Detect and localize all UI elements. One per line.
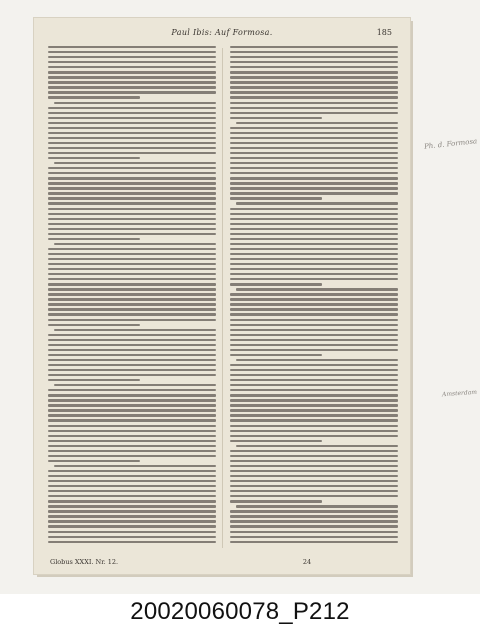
text-line bbox=[48, 541, 216, 543]
signature-footer: Globus XXXI. Nr. 12. bbox=[50, 558, 119, 566]
text-line bbox=[48, 450, 216, 452]
text-line bbox=[230, 485, 398, 487]
text-line bbox=[230, 354, 322, 356]
text-line bbox=[230, 379, 398, 381]
text-line bbox=[48, 253, 216, 255]
text-line bbox=[48, 268, 216, 270]
column-divider bbox=[222, 48, 223, 548]
text-line bbox=[48, 293, 216, 295]
text-line bbox=[236, 122, 398, 124]
text-line bbox=[230, 218, 398, 220]
running-head-title: Paul Ibis: Auf Formosa. bbox=[171, 28, 273, 37]
text-line bbox=[48, 132, 216, 134]
text-line bbox=[48, 470, 216, 472]
text-line bbox=[48, 409, 216, 411]
text-line bbox=[48, 248, 216, 250]
text-line bbox=[48, 313, 216, 315]
text-line bbox=[230, 334, 398, 336]
text-line bbox=[48, 440, 216, 442]
text-line bbox=[48, 480, 216, 482]
text-line bbox=[48, 475, 216, 477]
text-line bbox=[48, 288, 216, 290]
text-line bbox=[230, 500, 322, 502]
text-line bbox=[230, 117, 322, 119]
text-line bbox=[230, 248, 398, 250]
text-line bbox=[230, 263, 398, 265]
text-line bbox=[230, 339, 398, 341]
text-line bbox=[230, 213, 398, 215]
text-line bbox=[230, 394, 398, 396]
text-line bbox=[48, 389, 216, 391]
text-line bbox=[230, 520, 398, 522]
text-line bbox=[48, 273, 216, 275]
text-line bbox=[230, 132, 398, 134]
text-line bbox=[230, 480, 398, 482]
text-line bbox=[48, 490, 216, 492]
text-line bbox=[230, 268, 398, 270]
text-line bbox=[48, 445, 216, 447]
text-line bbox=[48, 81, 216, 83]
text-line bbox=[48, 531, 216, 533]
text-line bbox=[48, 182, 216, 184]
text-line bbox=[230, 430, 398, 432]
text-line bbox=[230, 243, 398, 245]
text-line bbox=[230, 127, 398, 129]
text-line bbox=[230, 147, 398, 149]
text-line bbox=[54, 384, 216, 386]
text-line bbox=[48, 127, 216, 129]
text-line bbox=[48, 525, 216, 527]
text-line bbox=[48, 399, 216, 401]
text-line bbox=[48, 157, 140, 159]
text-line bbox=[54, 329, 216, 331]
text-line bbox=[48, 258, 216, 260]
text-line bbox=[48, 56, 216, 58]
text-line bbox=[48, 197, 216, 199]
text-line bbox=[230, 399, 398, 401]
text-line bbox=[54, 102, 216, 104]
text-line bbox=[230, 197, 322, 199]
text-line bbox=[48, 500, 216, 502]
text-line bbox=[230, 86, 398, 88]
text-line bbox=[48, 192, 216, 194]
text-line bbox=[48, 46, 216, 48]
text-line bbox=[48, 394, 216, 396]
text-line bbox=[48, 319, 216, 321]
text-line bbox=[48, 344, 216, 346]
text-line bbox=[48, 122, 216, 124]
text-line bbox=[230, 298, 398, 300]
text-line bbox=[230, 414, 398, 416]
text-line bbox=[230, 324, 398, 326]
text-line bbox=[230, 470, 398, 472]
text-line bbox=[230, 253, 398, 255]
text-line bbox=[48, 233, 216, 235]
text-line bbox=[48, 414, 216, 416]
text-line bbox=[230, 450, 398, 452]
text-line bbox=[48, 425, 216, 427]
text-line bbox=[230, 455, 398, 457]
text-line bbox=[230, 187, 398, 189]
text-line bbox=[230, 536, 398, 538]
text-line bbox=[48, 263, 216, 265]
text-line bbox=[230, 208, 398, 210]
text-line bbox=[230, 541, 398, 543]
text-line bbox=[48, 419, 216, 421]
text-line bbox=[48, 510, 216, 512]
text-line bbox=[230, 419, 398, 421]
text-line bbox=[54, 465, 216, 467]
text-line bbox=[236, 288, 398, 290]
text-line bbox=[230, 460, 398, 462]
text-line bbox=[48, 455, 216, 457]
text-line bbox=[230, 228, 398, 230]
text-line bbox=[48, 51, 216, 53]
text-line bbox=[230, 76, 398, 78]
text-line bbox=[230, 91, 398, 93]
text-line bbox=[48, 460, 140, 462]
text-line bbox=[230, 162, 398, 164]
text-line bbox=[230, 96, 398, 98]
text-line bbox=[48, 505, 216, 507]
text-line bbox=[48, 485, 216, 487]
text-line bbox=[230, 374, 398, 376]
text-line bbox=[48, 142, 216, 144]
text-line bbox=[48, 208, 216, 210]
text-line bbox=[48, 308, 216, 310]
text-line bbox=[48, 172, 216, 174]
text-line bbox=[48, 218, 216, 220]
text-line bbox=[48, 354, 216, 356]
text-line bbox=[230, 515, 398, 517]
text-line bbox=[230, 46, 398, 48]
text-line bbox=[230, 177, 398, 179]
text-line bbox=[48, 167, 216, 169]
text-line bbox=[48, 91, 216, 93]
text-line bbox=[230, 142, 398, 144]
text-line bbox=[230, 329, 398, 331]
text-line bbox=[48, 495, 216, 497]
text-line bbox=[48, 147, 216, 149]
text-line bbox=[48, 324, 140, 326]
text-line bbox=[230, 172, 398, 174]
text-line bbox=[230, 192, 398, 194]
text-line bbox=[230, 490, 398, 492]
text-line bbox=[230, 66, 398, 68]
text-line bbox=[48, 213, 216, 215]
text-line bbox=[230, 293, 398, 295]
text-line bbox=[230, 404, 398, 406]
text-line bbox=[48, 334, 216, 336]
text-line bbox=[48, 430, 216, 432]
text-line bbox=[236, 505, 398, 507]
text-line bbox=[230, 319, 398, 321]
text-line bbox=[48, 536, 216, 538]
text-line bbox=[48, 520, 216, 522]
text-line bbox=[230, 157, 398, 159]
text-line bbox=[230, 152, 398, 154]
text-line bbox=[48, 283, 216, 285]
text-line bbox=[230, 384, 398, 386]
text-line bbox=[230, 465, 398, 467]
text-line bbox=[48, 404, 216, 406]
text-line bbox=[48, 223, 216, 225]
text-line bbox=[230, 81, 398, 83]
text-line bbox=[48, 339, 216, 341]
text-line bbox=[54, 243, 216, 245]
text-line bbox=[48, 228, 216, 230]
text-line bbox=[230, 475, 398, 477]
text-line bbox=[230, 349, 398, 351]
text-line bbox=[48, 66, 216, 68]
text-line bbox=[230, 510, 398, 512]
text-line bbox=[230, 233, 398, 235]
text-line bbox=[230, 56, 398, 58]
text-line bbox=[230, 440, 322, 442]
text-column-right bbox=[230, 46, 398, 546]
text-line bbox=[230, 107, 398, 109]
text-line bbox=[230, 112, 398, 114]
text-line bbox=[230, 238, 398, 240]
accession-number: 20020060078_P212 bbox=[130, 598, 350, 625]
text-line bbox=[230, 409, 398, 411]
text-line bbox=[230, 102, 398, 104]
text-line bbox=[48, 238, 140, 240]
text-line bbox=[48, 61, 216, 63]
pencil-margin-note: Amsterdam bbox=[441, 388, 478, 399]
text-line bbox=[230, 369, 398, 371]
text-line bbox=[230, 283, 322, 285]
text-line bbox=[230, 308, 398, 310]
text-line bbox=[230, 273, 398, 275]
text-line bbox=[48, 152, 216, 154]
book-page bbox=[34, 18, 410, 574]
text-line bbox=[230, 223, 398, 225]
text-column-left bbox=[48, 46, 216, 546]
text-line bbox=[48, 369, 216, 371]
text-line bbox=[230, 71, 398, 73]
text-line bbox=[48, 177, 216, 179]
text-line bbox=[48, 379, 140, 381]
text-line bbox=[48, 107, 216, 109]
text-line bbox=[48, 112, 216, 114]
text-line bbox=[230, 51, 398, 53]
text-line bbox=[48, 435, 216, 437]
text-line bbox=[230, 137, 398, 139]
text-line bbox=[230, 495, 398, 497]
text-line bbox=[230, 167, 398, 169]
text-line bbox=[48, 278, 216, 280]
text-line bbox=[230, 435, 398, 437]
text-line bbox=[48, 71, 216, 73]
text-line bbox=[48, 202, 216, 204]
text-line bbox=[230, 531, 398, 533]
text-line bbox=[230, 389, 398, 391]
running-head bbox=[34, 28, 410, 42]
text-line bbox=[48, 86, 216, 88]
text-line bbox=[230, 303, 398, 305]
text-line bbox=[230, 313, 398, 315]
sheet-number: 24 bbox=[302, 558, 312, 566]
text-line bbox=[48, 96, 140, 98]
text-line bbox=[48, 374, 216, 376]
text-line bbox=[230, 61, 398, 63]
text-line bbox=[48, 303, 216, 305]
text-line bbox=[48, 349, 216, 351]
text-line bbox=[230, 344, 398, 346]
text-line bbox=[230, 364, 398, 366]
text-line bbox=[48, 364, 216, 366]
page-number: 185 bbox=[376, 28, 392, 37]
text-line bbox=[54, 162, 216, 164]
text-line bbox=[48, 187, 216, 189]
text-line bbox=[48, 117, 216, 119]
text-line bbox=[230, 182, 398, 184]
text-line bbox=[230, 425, 398, 427]
text-line bbox=[230, 258, 398, 260]
text-line bbox=[230, 278, 398, 280]
text-line bbox=[48, 298, 216, 300]
text-line bbox=[48, 515, 216, 517]
text-line bbox=[236, 202, 398, 204]
text-line bbox=[48, 76, 216, 78]
text-line bbox=[236, 445, 398, 447]
pencil-margin-note: Ph. d. Formosa bbox=[423, 137, 478, 151]
text-line bbox=[48, 137, 216, 139]
text-line bbox=[236, 359, 398, 361]
text-line bbox=[230, 525, 398, 527]
text-line bbox=[48, 359, 216, 361]
